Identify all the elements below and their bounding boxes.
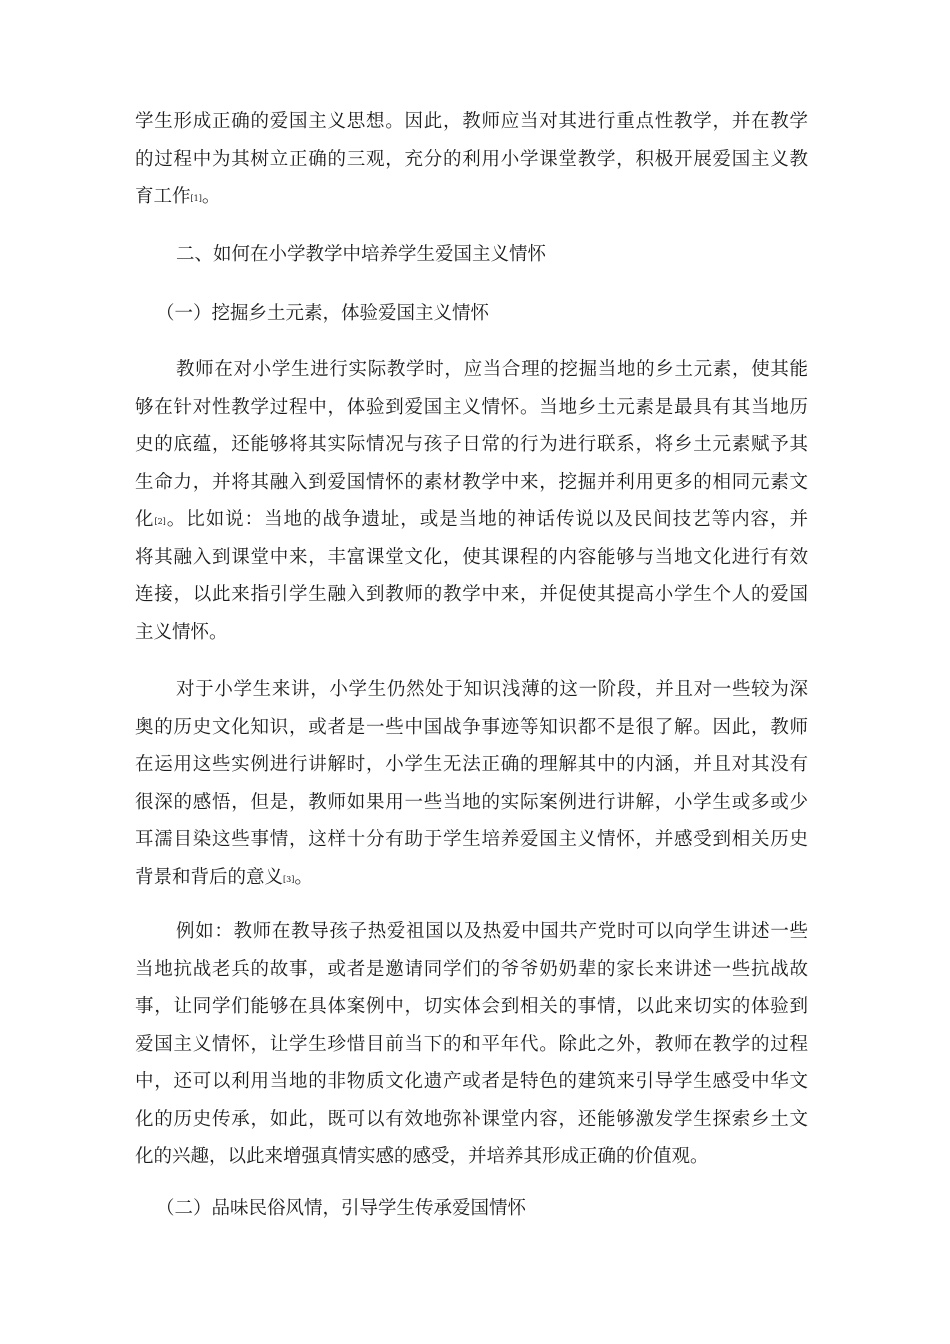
line-text: 将其融入到课堂中来，丰富课堂文化，使其课程的内容能够与当地文化进行有效 <box>135 546 808 568</box>
line-text: 连接，以此来指引学生融入到教师的教学中来，并促使其提高小学生个人的爱国 <box>135 584 808 605</box>
line-text: 当地抗战老兵的故事，或者是邀请同学们的爷爷奶奶辈的家长来讲述一些抗战故 <box>135 958 808 980</box>
line-text: 学生形成正确的爱国主义思想。因此，教师应当对其进行重点性教学，并在教学 <box>135 111 808 132</box>
line-text: 化 <box>135 509 155 530</box>
line-text-after-ref: 。 <box>294 866 313 888</box>
line-text-after-ref: 。比如说：当地的战争遗址，或是当地的神话传说以及民间技艺等内容，并 <box>165 509 808 530</box>
paragraph-students-knowledge-line <box>135 791 808 815</box>
line-text: 化的历史传承，如此，既可以有效地弥补课堂内容，还能够激发学生探索乡土文 <box>135 1108 808 1130</box>
line-text: 教师在对小学生进行实际教学时，应当合理的挖掘当地的乡土元素，使其能 <box>176 359 808 380</box>
line-text: 在运用这些实例进行讲解时，小学生无法正确的理解其中的内涵，并且对其没有 <box>135 754 808 775</box>
citation-ref: [2] <box>154 517 166 526</box>
line-text: 事，让同学们能够在具体案例中，切实体会到相关的事情，以此来切实的体验到 <box>135 996 808 1017</box>
line-text: 爱国主义情怀，让学生珍惜目前当下的和平年代。除此之外，教师在教学的过程 <box>135 1033 808 1055</box>
line-text: 育工作 <box>135 186 191 207</box>
line-text: 二、如何在小学教学中培养学生爱国主义情怀 <box>176 244 547 265</box>
citation-ref: [1] <box>190 194 202 203</box>
line-text: 例如：教师在教导孩子热爱祖国以及热爱中国共产党时可以向学生讲述一些 <box>176 921 808 942</box>
line-text: 中，还可以利用当地的非物质文化遗产或者是特色的建筑来引导学生感受中华文 <box>135 1071 808 1092</box>
line-text: 很深的感悟，但是，教师如果用一些当地的实际案例进行讲解，小学生或多或少 <box>135 791 808 813</box>
paragraph-students-knowledge-line <box>135 716 808 740</box>
paragraph-local-elements-line <box>135 546 808 570</box>
paragraph-local-elements-line <box>135 433 808 457</box>
line-text: 史的底蕴，还能够将其实际情况与孩子日常的行为进行联系，将乡土元素赋予其 <box>135 434 808 455</box>
paragraph-local-elements-line <box>135 621 228 645</box>
line-text: （二）品味民俗风情，引导学生传承爱国情怀 <box>156 1198 527 1219</box>
paragraph-example-line <box>135 1070 808 1094</box>
paragraph-local-elements-line <box>135 396 808 420</box>
paragraph-students-knowledge-line <box>176 678 808 702</box>
paragraph-students-knowledge-line <box>135 828 808 852</box>
paragraph-intro-continued-line <box>135 185 220 209</box>
section-heading-2-line <box>176 243 546 267</box>
paragraph-example-line <box>135 958 808 982</box>
paragraph-example-line <box>176 920 808 944</box>
paragraph-example-line <box>135 1145 709 1169</box>
line-text: 背景和背后的意义 <box>135 866 284 888</box>
paragraph-example-line <box>135 1033 808 1057</box>
line-text: 化的兴趣，以此来增强真情实感的感受，并培养其形成正确的价值观。 <box>135 1146 709 1167</box>
line-text: 耳濡目染这些事情，这样十分有助于学生培养爱国主义情怀，并感受到相关历史 <box>135 829 808 850</box>
paragraph-local-elements-line <box>135 508 808 532</box>
citation-ref: [3] <box>283 874 295 884</box>
line-text: 对于小学生来讲，小学生仍然处于知识浅薄的这一阶段，并且对一些较为深 <box>176 679 808 700</box>
line-text-after-ref: 。 <box>201 186 221 207</box>
paragraph-students-knowledge-line <box>135 866 313 890</box>
line-text: 奥的历史文化知识，或者是一些中国战争事迹等知识都不是很了解。因此，教师 <box>135 716 808 738</box>
paragraph-local-elements-line <box>176 358 808 382</box>
line-text: 主义情怀。 <box>135 621 228 643</box>
subsection-heading-1-line <box>156 302 489 326</box>
line-text: 的过程中为其树立正确的三观，充分的利用小学课堂教学，积极开展爱国主义教 <box>135 148 808 170</box>
line-text: 生命力，并将其融入到爱国情怀的素材教学中来，挖掘并利用更多的相同元素文 <box>135 471 808 493</box>
line-text: 够在针对性教学过程中，体验到爱国主义情怀。当地乡土元素是最具有其当地历 <box>135 396 808 418</box>
paragraph-local-elements-line <box>135 471 808 495</box>
paragraph-local-elements-line <box>135 583 808 607</box>
paragraph-intro-continued-line <box>135 110 808 134</box>
paragraph-example-line <box>135 1108 808 1132</box>
paragraph-example-line <box>135 995 808 1019</box>
paragraph-intro-continued-line <box>135 148 808 172</box>
subsection-heading-2-line <box>156 1197 526 1221</box>
paragraph-students-knowledge-line <box>135 753 808 777</box>
line-text: （一）挖掘乡土元素，体验爱国主义情怀 <box>156 303 490 324</box>
